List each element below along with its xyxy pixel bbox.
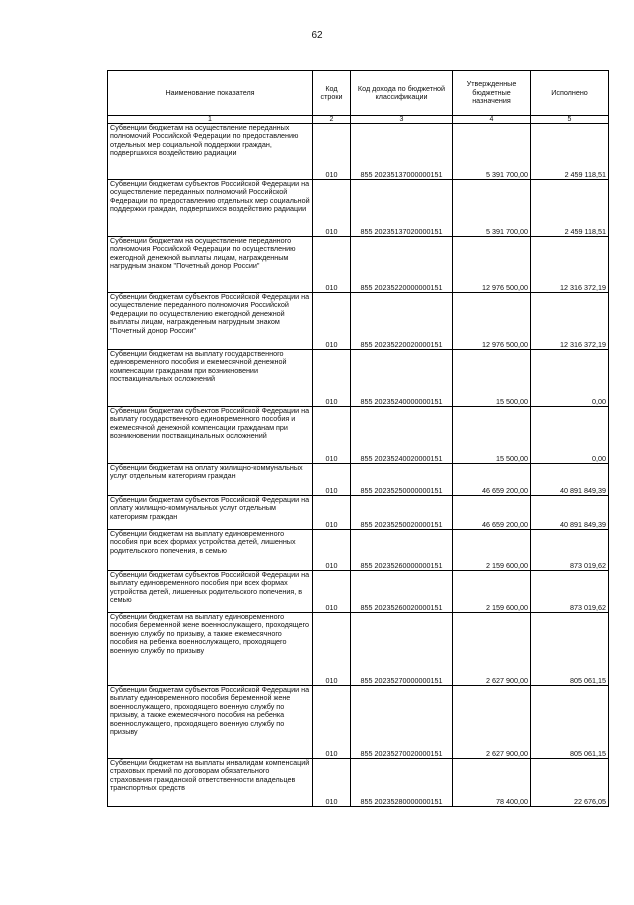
row-executed: 873 019,62 bbox=[531, 571, 609, 613]
row-line-code: 010 bbox=[313, 613, 351, 686]
row-executed: 0,00 bbox=[531, 407, 609, 464]
column-number-row bbox=[108, 116, 609, 124]
row-name: Субвенции бюджетам на осуществление переданного полномочия Российской Федерации по осуществлению ежегодной денежной выплаты лицам, награжденным нагрудным знаком "Почетный донор России" bbox=[108, 237, 313, 293]
table-row bbox=[108, 237, 609, 293]
row-line-code: 010 bbox=[313, 124, 351, 180]
row-name: Субвенции бюджетам на выплату государственного единовременного пособия и ежемесячной денежной компенсации гражданам при возникновении поствакцинальных осложнений bbox=[108, 350, 313, 407]
row-executed: 40 891 849,39 bbox=[531, 464, 609, 496]
row-approved: 5 391 700,00 bbox=[453, 180, 531, 237]
column-number: 4 bbox=[453, 116, 531, 124]
row-budget-code: 855 20235250000000151 bbox=[351, 464, 453, 496]
row-line-code: 010 bbox=[313, 407, 351, 464]
row-name: Субвенции бюджетам субъектов Российской Федерации на выплату единовременного пособия беременной жене военнослужащего, проходящего военную службу по призыву, а также ежемесячного пособия на ребенка военнослужащего, проходящего военную службу по призыву bbox=[108, 686, 313, 759]
row-name: Субвенции бюджетам на оплату жилищно-коммунальных услуг отдельным категориям граждан bbox=[108, 464, 313, 496]
row-line-code: 010 bbox=[313, 571, 351, 613]
row-executed: 805 061,15 bbox=[531, 686, 609, 759]
row-line-code: 010 bbox=[313, 464, 351, 496]
row-name: Субвенции бюджетам субъектов Российской Федерации на осуществление переданного полномочия Российской Федерации по осуществлению ежегодной денежной выплаты лицам, награжденным нагрудным знаком "Почетный донор России" bbox=[108, 293, 313, 350]
table-row bbox=[108, 496, 609, 530]
column-number: 1 bbox=[108, 116, 313, 124]
row-approved: 12 976 500,00 bbox=[453, 293, 531, 350]
table-row bbox=[108, 350, 609, 407]
row-line-code: 010 bbox=[313, 686, 351, 759]
row-line-code: 010 bbox=[313, 496, 351, 530]
table-row bbox=[108, 759, 609, 807]
row-name: Субвенции бюджетам на выплату единовременного пособия при всех формах устройства детей, лишенных родительского попечения, в семью bbox=[108, 530, 313, 571]
header-row bbox=[108, 71, 609, 116]
row-approved: 2 627 900,00 bbox=[453, 686, 531, 759]
row-budget-code: 855 20235240000000151 bbox=[351, 350, 453, 407]
row-line-code: 010 bbox=[313, 530, 351, 571]
row-line-code: 010 bbox=[313, 350, 351, 407]
row-approved: 2 159 600,00 bbox=[453, 571, 531, 613]
header-line-code: Код строки bbox=[313, 71, 351, 116]
column-number: 2 bbox=[313, 116, 351, 124]
row-approved: 46 659 200,00 bbox=[453, 464, 531, 496]
table-row bbox=[108, 293, 609, 350]
row-approved: 78 400,00 bbox=[453, 759, 531, 807]
table-row bbox=[108, 530, 609, 571]
row-line-code: 010 bbox=[313, 180, 351, 237]
row-executed: 0,00 bbox=[531, 350, 609, 407]
row-name: Субвенции бюджетам субъектов Российской Федерации на выплату единовременного пособия при всех формах устройства детей, лишенных родительского попечения, в семью bbox=[108, 571, 313, 613]
row-name: Субвенции бюджетам субъектов Российской Федерации на оплату жилищно-коммунальных услуг отдельным категориям граждан bbox=[108, 496, 313, 530]
page-number: 62 bbox=[311, 30, 323, 41]
row-approved: 2 627 900,00 bbox=[453, 613, 531, 686]
row-budget-code: 855 20235220000000151 bbox=[351, 237, 453, 293]
table-row bbox=[108, 613, 609, 686]
column-number: 3 bbox=[351, 116, 453, 124]
row-line-code: 010 bbox=[313, 759, 351, 807]
row-approved: 12 976 500,00 bbox=[453, 237, 531, 293]
row-approved: 2 159 600,00 bbox=[453, 530, 531, 571]
row-executed: 12 316 372,19 bbox=[531, 237, 609, 293]
row-executed: 2 459 118,51 bbox=[531, 124, 609, 180]
row-executed: 12 316 372,19 bbox=[531, 293, 609, 350]
row-budget-code: 855 20235270020000151 bbox=[351, 686, 453, 759]
row-budget-code: 855 20235240020000151 bbox=[351, 407, 453, 464]
column-number: 5 bbox=[531, 116, 609, 124]
row-approved: 15 500,00 bbox=[453, 350, 531, 407]
row-executed: 805 061,15 bbox=[531, 613, 609, 686]
row-approved: 46 659 200,00 bbox=[453, 496, 531, 530]
header-executed: Исполнено bbox=[531, 71, 609, 116]
row-budget-code: 855 20235220020000151 bbox=[351, 293, 453, 350]
row-name: Субвенции бюджетам на выплаты инвалидам компенсаций страховых премий по договорам обязательного страхования гражданской ответственности владельцев транспортных средств bbox=[108, 759, 313, 807]
header-budget-code: Код дохода по бюджетной классификации bbox=[351, 71, 453, 116]
row-name: Субвенции бюджетам субъектов Российской Федерации на выплату государственного единовременного пособия и ежемесячной денежной компенсации гражданам при возникновении поствакцинальных осложнений bbox=[108, 407, 313, 464]
row-approved: 5 391 700,00 bbox=[453, 124, 531, 180]
header-approved: Утвержденные бюджетные назначения bbox=[453, 71, 531, 116]
row-line-code: 010 bbox=[313, 293, 351, 350]
row-executed: 22 676,05 bbox=[531, 759, 609, 807]
table-row bbox=[108, 464, 609, 496]
row-budget-code: 855 20235260000000151 bbox=[351, 530, 453, 571]
row-line-code: 010 bbox=[313, 237, 351, 293]
row-name: Субвенции бюджетам на осуществление переданных полномочий Российской Федерации по предоставлению отдельных мер социальной поддержки граждан, подвергшихся воздействию радиации bbox=[108, 124, 313, 180]
table-row bbox=[108, 180, 609, 237]
header-name: Наименование показателя bbox=[108, 71, 313, 116]
row-executed: 40 891 849,39 bbox=[531, 496, 609, 530]
table-row bbox=[108, 124, 609, 180]
row-budget-code: 855 20235137020000151 bbox=[351, 180, 453, 237]
row-name: Субвенции бюджетам субъектов Российской Федерации на осуществление переданных полномочий Российской Федерации по предоставлению отдельных мер социальной поддержки граждан, подвергшихся воздействию радиации bbox=[108, 180, 313, 237]
row-budget-code: 855 20235260020000151 bbox=[351, 571, 453, 613]
table-row bbox=[108, 407, 609, 464]
table-row bbox=[108, 686, 609, 759]
row-budget-code: 855 20235250020000151 bbox=[351, 496, 453, 530]
row-approved: 15 500,00 bbox=[453, 407, 531, 464]
row-budget-code: 855 20235280000000151 bbox=[351, 759, 453, 807]
row-budget-code: 855 20235270000000151 bbox=[351, 613, 453, 686]
table-body bbox=[108, 124, 609, 807]
table-row bbox=[108, 571, 609, 613]
row-executed: 873 019,62 bbox=[531, 530, 609, 571]
row-budget-code: 855 20235137000000151 bbox=[351, 124, 453, 180]
row-name: Субвенции бюджетам на выплату единовременного пособия беременной жене военнослужащего, проходящего военную службу по призыву, а также ежемесячного пособия на ребенка военнослужащего, проходящего военную службу по призыву bbox=[108, 613, 313, 686]
report-table bbox=[107, 70, 609, 807]
row-executed: 2 459 118,51 bbox=[531, 180, 609, 237]
